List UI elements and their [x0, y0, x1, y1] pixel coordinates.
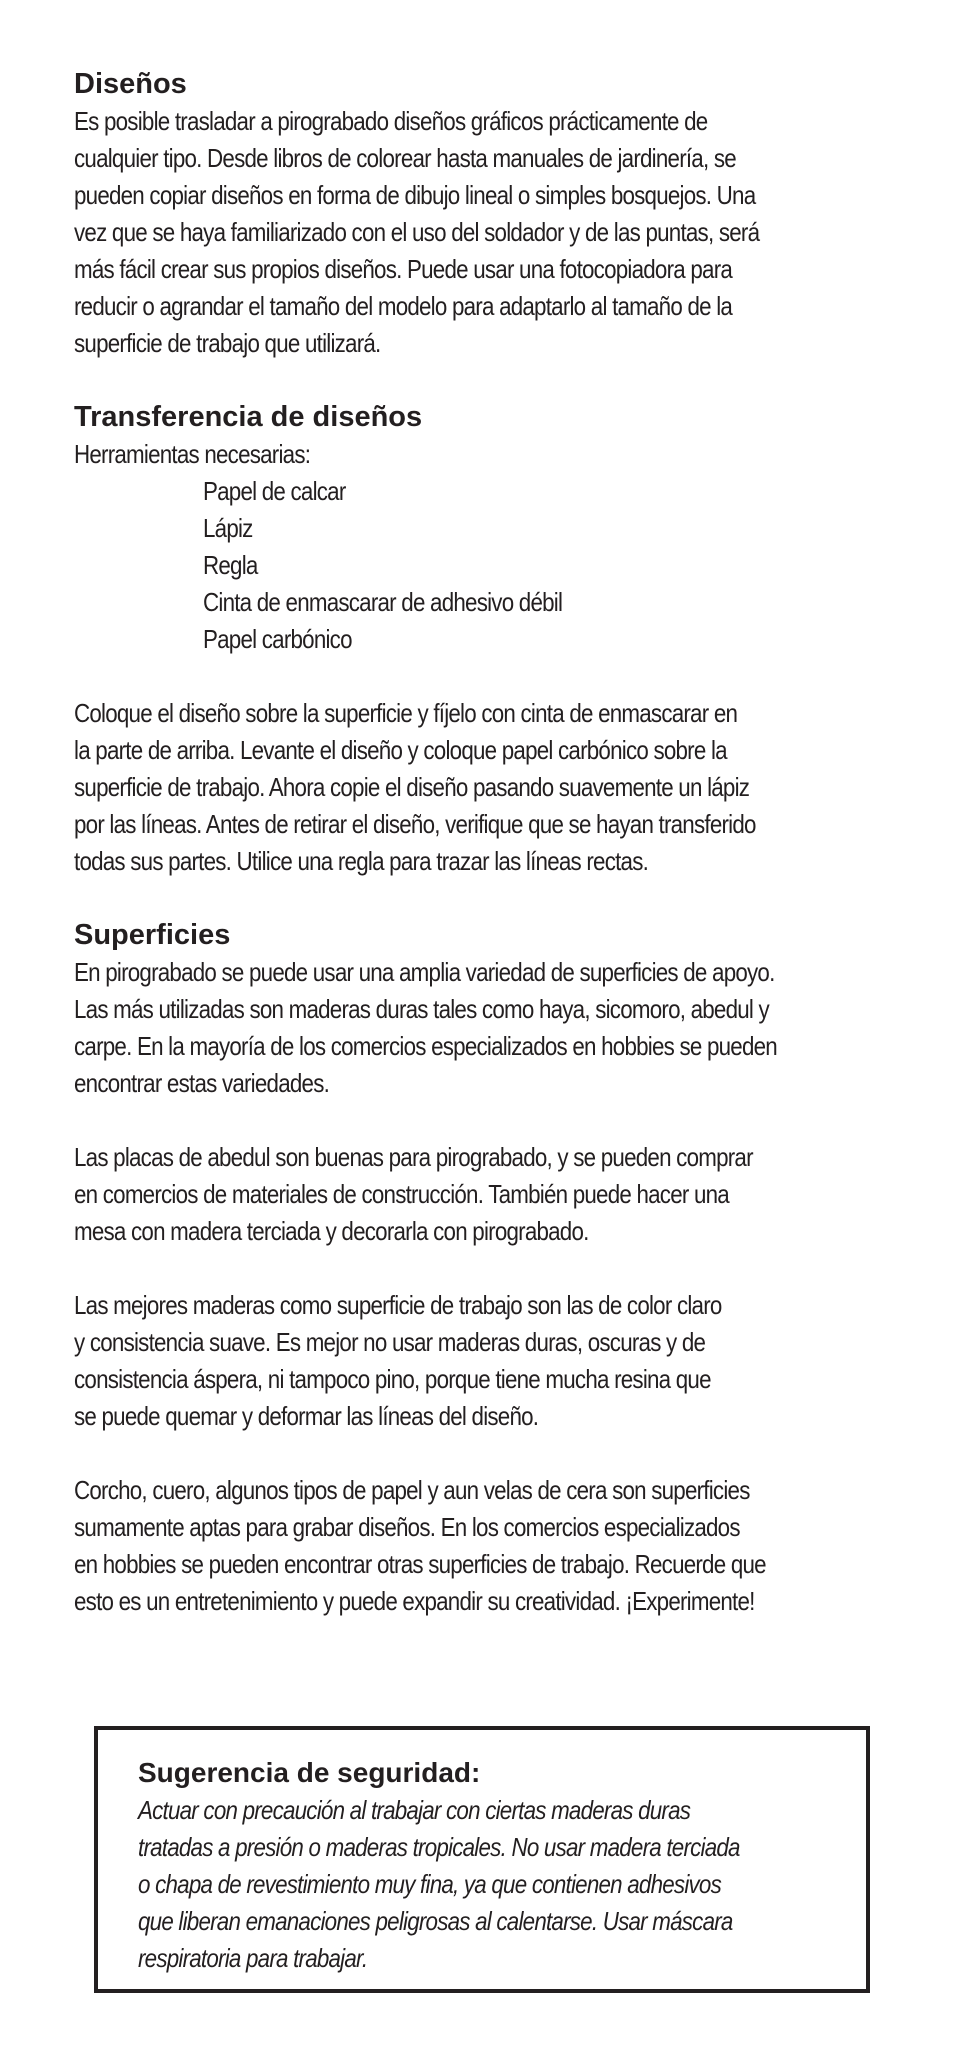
text-line: respiratoria para trabajar. [138, 1943, 368, 1973]
section-title-superficies: Superficies [74, 919, 231, 951]
text-line: superficie de trabajo. Ahora copie el diseño pasando suavemente un lápiz [74, 772, 750, 802]
text-line: tratadas a presión o maderas tropicales. No usar madera terciada [138, 1832, 740, 1862]
safety-tip-box [94, 1726, 870, 1993]
text-line: sumamente aptas para grabar diseños. En los comercios especializados [74, 1512, 740, 1542]
text-line: se puede quemar y deformar las líneas del diseño. [74, 1401, 539, 1431]
text-line: mesa con madera terciada y decorarla con pirograbado. [74, 1216, 589, 1246]
section-spacer [74, 1102, 904, 1139]
safety-tip-title: Sugerencia de seguridad: [138, 1757, 481, 1788]
text-line: todas sus partes. Utilice una regla para trazar las líneas rectas. [74, 846, 649, 876]
paragraph-superficies-1 [74, 954, 905, 1102]
tool-item: Regla [203, 550, 258, 580]
text-line: carpe. En la mayoría de los comercios especializados en hobbies se pueden [74, 1031, 777, 1061]
text-line: pueden copiar diseños en forma de dibujo lineal o simples bosquejos. Una [74, 180, 756, 210]
paragraph-superficies-3 [74, 1287, 905, 1435]
text-line: Coloque el diseño sobre la superficie y fíjelo con cinta de enmascarar en [74, 698, 738, 728]
text-line: más fácil crear sus propios diseños. Puede usar una fotocopiadora para [74, 254, 733, 284]
text-line: Las más utilizadas son maderas duras tales como haya, sicomoro, abedul y [74, 994, 769, 1024]
paragraph-superficies-2 [74, 1139, 905, 1250]
text-line: y consistencia suave. Es mejor no usar maderas duras, oscuras y de [74, 1327, 706, 1357]
text-line: esto es un entretenimiento y puede expandir su creatividad. ¡Experimente! [74, 1586, 755, 1616]
section-title-disenos: Diseños [74, 68, 187, 100]
text-line: reducir o agrandar el tamaño del modelo para adaptarlo al tamaño de la [74, 291, 733, 321]
tool-item: Cinta de enmascarar de adhesivo débil [203, 587, 563, 617]
text-line: por las líneas. Antes de retirar el diseño, verifique que se hayan transferido [74, 809, 756, 839]
text-line: encontrar estas variedades. [74, 1068, 330, 1098]
text-line: en hobbies se pueden encontrar otras superficies de trabajo. Recuerde que [74, 1549, 766, 1579]
text-line: cualquier tipo. Desde libros de colorear hasta manuales de jardinería, se [74, 143, 736, 173]
section-spacer [74, 880, 904, 917]
text-line: Las mejores maderas como superficie de trabajo son las de color claro [74, 1290, 722, 1320]
text-line: consistencia áspera, ni tampoco pino, porque tiene mucha resina que [74, 1364, 711, 1394]
text-line: vez que se haya familiarizado con el uso del soldador y de las puntas, será [74, 217, 760, 247]
text-line: Es posible trasladar a pirograbado diseños gráficos prácticamente de [74, 106, 708, 136]
document-page [74, 66, 904, 1620]
text-line: Corcho, cuero, algunos tipos de papel y aun velas de cera son superficies [74, 1475, 750, 1505]
section-spacer [74, 658, 904, 695]
text-line: Actuar con precaución al trabajar con ciertas maderas duras [138, 1795, 691, 1825]
paragraph-transferencia [74, 695, 905, 880]
text-line: En pirograbado se puede usar una amplia variedad de superficies de apoyo. [74, 957, 775, 987]
tool-item: Papel de calcar [203, 476, 346, 506]
tool-item: Lápiz [203, 513, 253, 543]
text-line: superficie de trabajo que utilizará. [74, 328, 381, 358]
safety-tip-text [138, 1792, 838, 1977]
text-line: Las placas de abedul son buenas para pirograbado, y se pueden comprar [74, 1142, 753, 1172]
safety-tip-content [138, 1754, 838, 1977]
text-line: o chapa de revestimiento muy fina, ya que contienen adhesivos [138, 1869, 721, 1899]
section-spacer [74, 1250, 904, 1287]
tools-list [74, 436, 905, 658]
paragraph-superficies-4 [74, 1472, 905, 1620]
tools-label: Herramientas necesarias: [74, 439, 311, 469]
section-spacer [74, 362, 904, 399]
section-spacer [74, 1435, 904, 1472]
text-line: en comercios de materiales de construcción. También puede hacer una [74, 1179, 729, 1209]
paragraph-disenos [74, 103, 905, 362]
section-title-transferencia: Transferencia de diseños [74, 401, 423, 433]
text-line: que liberan emanaciones peligrosas al calentarse. Usar máscara [138, 1906, 733, 1936]
tool-item: Papel carbónico [203, 624, 352, 654]
text-line: la parte de arriba. Levante el diseño y coloque papel carbónico sobre la [74, 735, 727, 765]
